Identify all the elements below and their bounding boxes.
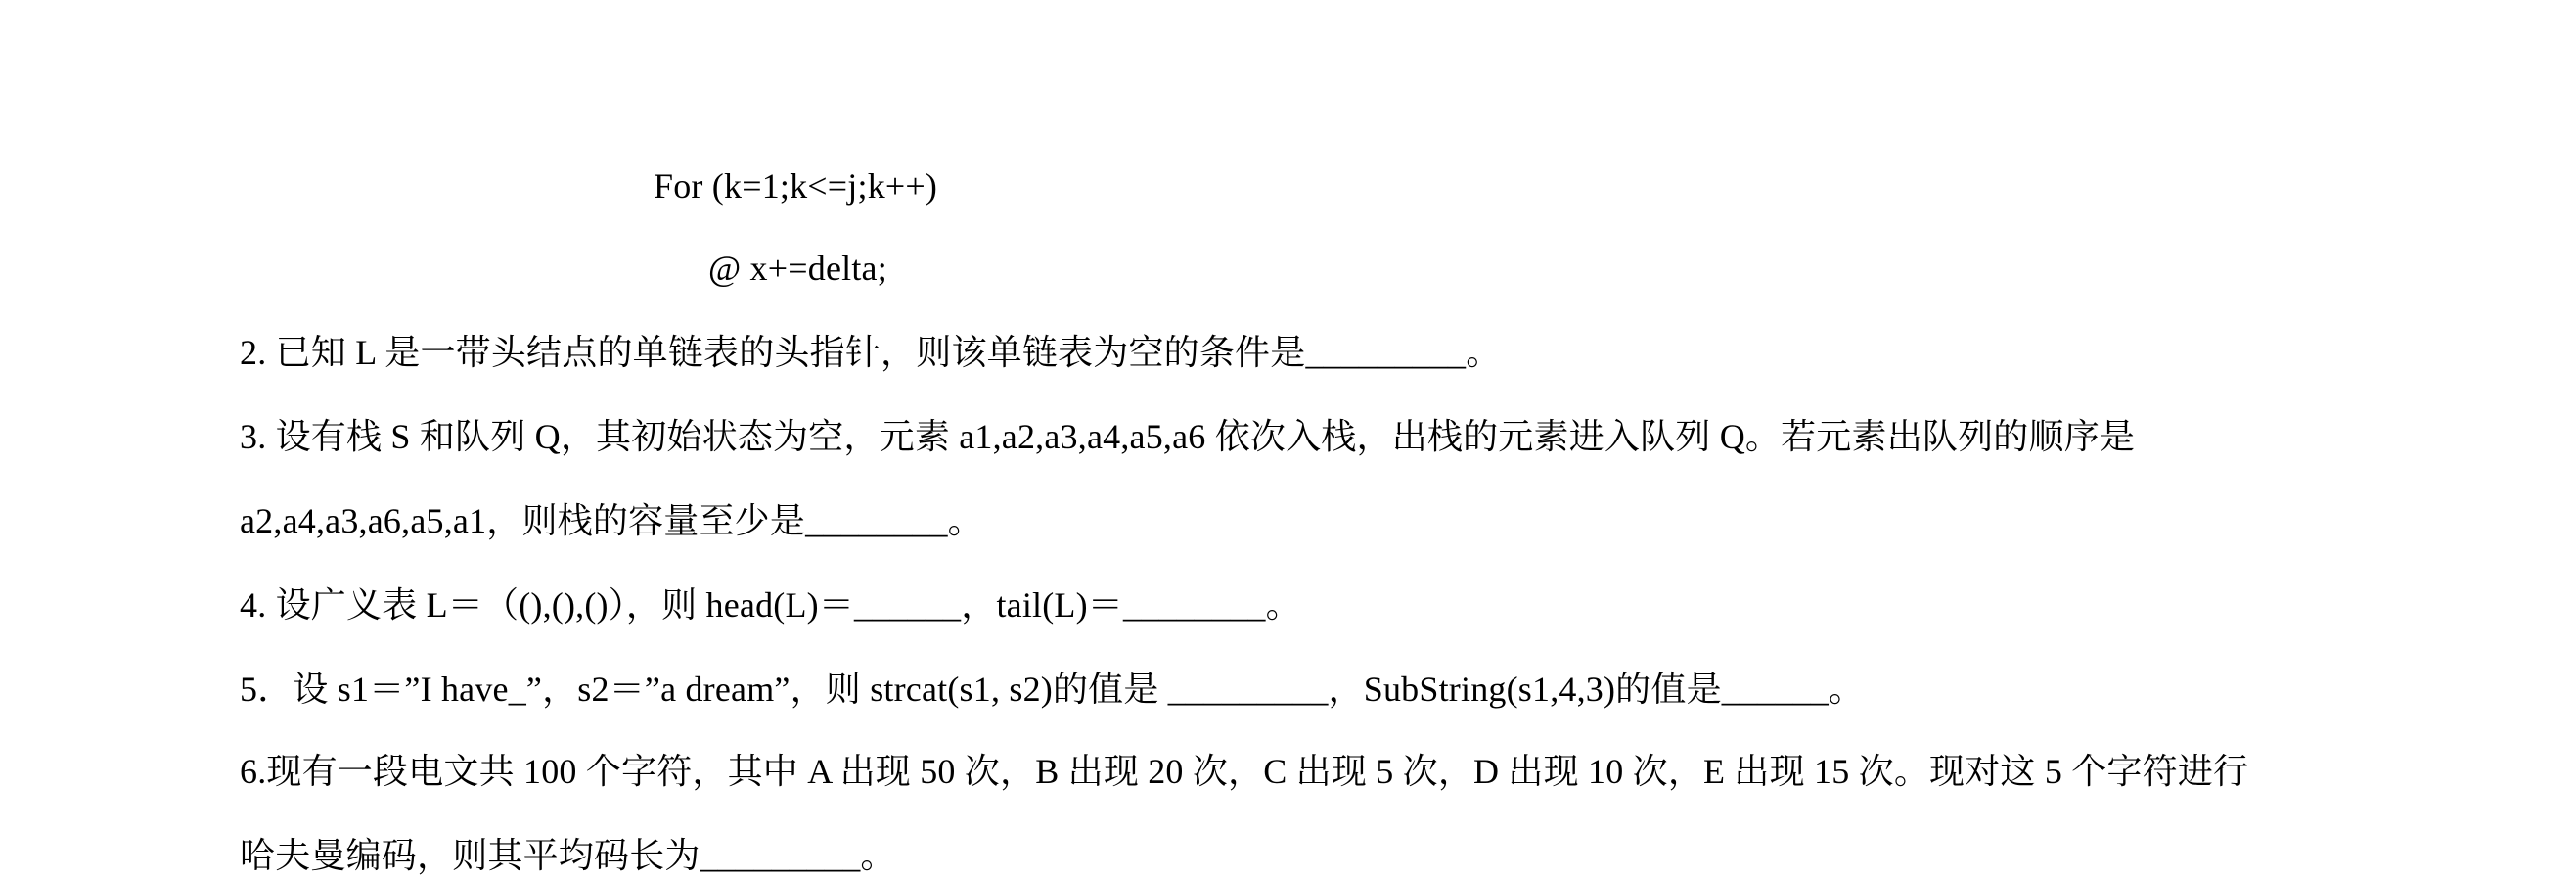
question-2: 2. 已知 L 是一带头结点的单链表的头指针，则该单链表为空的条件是_________。 — [240, 333, 1502, 372]
question-3-line-2: a2,a4,a3,a6,a5,a1，则栈的容量至少是________。 — [240, 501, 983, 540]
question-4: 4. 设广义表 L＝（(),(),()），则 head(L)＝______，tail(L)＝________。 — [240, 585, 1301, 625]
question-6-line-1: 6.现有一段电文共 100 个字符，其中 A 出现 50 次，B 出现 20 次，C 出现 5 次，D 出现 10 次，E 出现 15 次。现对这 5 个字符进行 — [240, 752, 2249, 791]
question-3-line-1: 3. 设有栈 S 和队列 Q，其初始状态为空，元素 a1,a2,a3,a4,a5,a6 依次入栈，出栈的元素进入队列 Q。若元素出队列的顺序是 — [240, 417, 2136, 456]
code-line-for-loop: For (k=1;k<=j;k++) — [654, 166, 938, 206]
question-6-line-2: 哈夫曼编码，则其平均码长为_________。 — [240, 836, 896, 875]
code-line-statement: @ x+=delta; — [708, 249, 887, 288]
question-5: 5．设 s1＝”I have_”，s2＝”a dream”，则 strcat(s1, s2)的值是 _________，SubString(s1,4,3)的值是______。 — [240, 670, 1865, 709]
